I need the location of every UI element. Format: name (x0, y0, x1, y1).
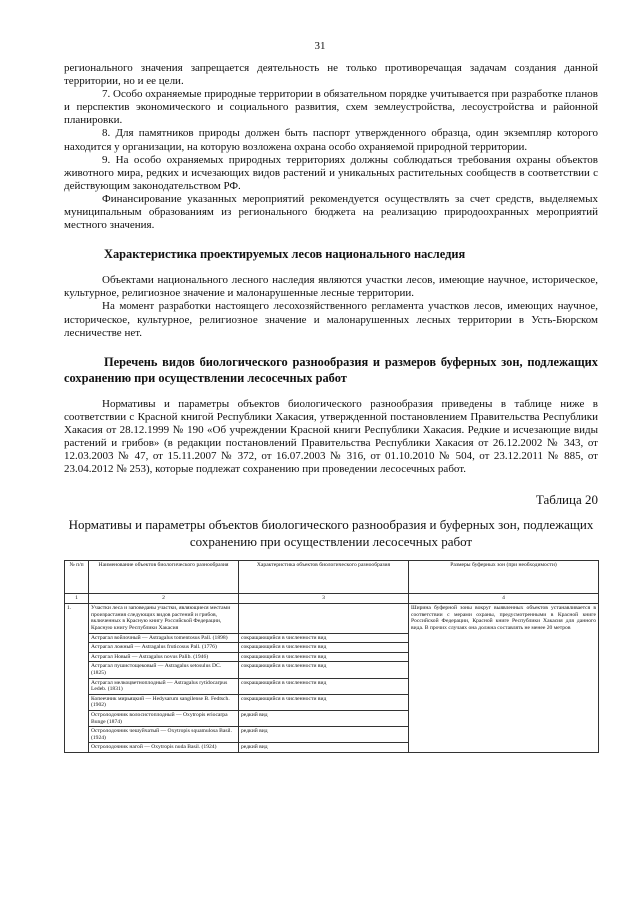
page-body (64, 62, 598, 753)
species-name: Астрагал Новый — Astragalus novus Palib. (1946) (89, 652, 239, 662)
species-status: редкий вид (239, 727, 409, 743)
body-paragraph: 9. На особо охраняемых природных территориях должны соблюдаться требования охраны объектов животного мира, редких и исчезающих видов растений и уникальных растительных сообществ в соответствии с действующим законодательством РФ. (64, 153, 598, 192)
section-heading-biodiversity: Перечень видов биологического разнообразия и размеров буферных зон, подлежащих сохранению при осуществлении лесосечных работ (64, 354, 598, 385)
header-characteristic: Характеристика объектов биологического разнообразия (239, 561, 409, 594)
header-buffer-size: Размеры буферных зон (при необходимости) (409, 561, 599, 594)
body-paragraph: 8. Для памятников природы должен быть паспорт утвержденного образца, один экземпляр которого находится у организации, на которую возложена охрана особо охраняемой природной территории. (64, 127, 598, 153)
table-title: Нормативы и параметры объектов биологического разнообразия и буферных зон, подлежащих сохранению при осуществлении лесосечных работ (68, 517, 594, 550)
column-number: 1 (65, 594, 89, 604)
column-number: 4 (409, 594, 599, 604)
species-status: сокращающийся в численности вид (239, 694, 409, 710)
row-number: 1. (65, 604, 89, 753)
species-name: Копеечник мирьяцкий — Hedysarum sangilense B. Fedtsch. (1902) (89, 694, 239, 710)
table-header-row (65, 561, 599, 594)
species-name: Остролодочник волосистоплодный — Oxytropis eriocarpa Bunge (1874) (89, 710, 239, 726)
species-name: Астрагал ложный — Astragalus fruticosus Pall. (1776) (89, 643, 239, 653)
intro-paragraph: Нормативы и параметры объектов биологического разнообразия приведены в таблице ниже в соответствии с Красной книгой Республики Хакасия, утвержденной постановлением Правительства Республики Хакасия от 28.12.1999 № 190 «Об учреждении Красной книги Республики Хакасия. Редкие и исчезающие виды растений и грибов» (в редакции постановлений Правительства Республики Хакасия от 26.12.2002 № 343, от 12.03.2003 № 47, от 15.11.2007 № 372, от 16.07.2003 № 316, от 01.10.2010 № 504, от 23.12.2011 № 885, от 23.04.2012 № 253), которые подлежат сохранению при проведении лесосечных работ. (64, 397, 598, 476)
species-status: сокращающийся в численности вид (239, 662, 409, 678)
biodiversity-table (64, 560, 599, 753)
body-paragraph: Финансирование указанных мероприятий рекомендуется осуществлять за счет средств, выделяемых муниципальным образованиям из регионального бюджета на реализацию природоохранных мероприятий местного значения. (64, 192, 598, 232)
page-number: 31 (314, 40, 326, 52)
header-object-name: Наименование объектов биологического разнообразия (89, 561, 239, 594)
buffer-zone-requirement: Ширина буферной зоны вокруг выявленных объектов устанавливается в соответствии с мерами охраны, предусмотренными в Красной книге Российской Федерации, Красной книге Республики Хакасия для данного вида. В прочих случаях она должна составлять не менее 20 метров (409, 604, 599, 753)
column-number-row (65, 594, 599, 604)
species-name: Остролодочник чешуйчатый — Oxytropis squamulosa Basil. (1924) (89, 727, 239, 743)
heritage-paragraph: На момент разработки настоящего лесохозяйственного регламента участков лесов, имеющих научное, историческое, культурное, религиозное значение и малонарушенных лесных территории в Усть-Бюрском лесничестве нет. (64, 300, 598, 339)
top-section (64, 62, 598, 232)
header-number: № п/п (65, 561, 89, 594)
species-status: сокращающийся в численности вид (239, 643, 409, 653)
species-name: Астрагал мелкоцветноплодный — Astragalus rytidocarpus Ledeb. (1831) (89, 678, 239, 694)
body-paragraph: регионального значения запрещается деятельность не только противоречащая задачам создания данной территории, но и ее цели. (64, 62, 598, 88)
heritage-paragraph: Объектами национального лесного наследия являются участки лесов, имеющие научное, историческое, культурное, религиозное значение и малонарушенные лесные территории. (64, 274, 598, 300)
species-name: Астрагал пушистощековый — Astragalus setosulus DC. (1825) (89, 662, 239, 678)
species-status: редкий вид (239, 743, 409, 753)
section-heading-national-heritage: Характеристика проектируемых лесов национального наследия (104, 247, 466, 262)
table-body (65, 604, 599, 753)
species-status: редкий вид (239, 710, 409, 726)
species-status: сокращающийся в численности вид (239, 633, 409, 643)
group-description: Участки леса и заповеданы участки, являющиеся местами произрастания следующих видов растений и грибов, включенных в Красную книгу Российской Федерации, Красную книгу Республики Хакасия (89, 604, 239, 633)
species-name: Астрагал войлочный — Astragalus tomentosus Pall. (1898) (89, 633, 239, 643)
column-number: 3 (239, 594, 409, 604)
species-status: сокращающийся в численности вид (239, 678, 409, 694)
body-paragraph: 7. Особо охраняемые природные территории в обязательном порядке учитывается при разработке планов и перспектив экономического и социального развития, схем землеустройства, лесоустройства и районной планировки. (64, 88, 598, 127)
species-name: Остролодочник нагой — Oxytropis nuda Basil. (1924) (89, 743, 239, 753)
middle-section (64, 274, 598, 339)
empty-cell (239, 604, 409, 633)
table-row (65, 604, 599, 633)
column-number: 2 (89, 594, 239, 604)
species-status: сокращающийся в численности вид (239, 652, 409, 662)
table-label: Таблица 20 (535, 492, 598, 508)
